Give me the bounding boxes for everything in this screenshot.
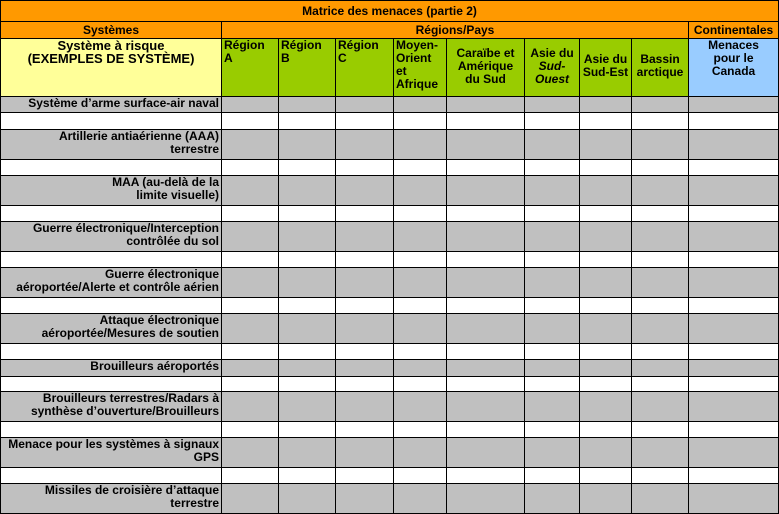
system-row	[1, 222, 779, 252]
moyen-orient-header	[394, 39, 447, 97]
matrix-cell	[222, 360, 279, 377]
matrix-cell	[632, 222, 689, 252]
system-row	[1, 438, 779, 468]
asie-sud-est-line1: Asie du	[583, 52, 628, 66]
moyen-orient-line4: Afrique	[396, 77, 438, 91]
spacer-cell	[222, 252, 279, 268]
spacer-cell	[279, 206, 336, 222]
caraibe-line2: Amérique	[457, 59, 514, 73]
system-name-cell	[1, 97, 222, 113]
system-row	[1, 97, 779, 113]
matrix-cell	[447, 438, 525, 468]
spacer-cell	[447, 252, 525, 268]
matrix-cell	[580, 360, 632, 377]
systeme-risque-line2: (EXEMPLES DE SYSTÈME)	[27, 51, 195, 66]
matrix-cell	[580, 176, 632, 206]
matrix-cell	[279, 314, 336, 344]
matrix-cell	[632, 97, 689, 113]
matrix-cell	[394, 268, 447, 298]
matrix-cell	[222, 130, 279, 160]
spacer-cell	[447, 422, 525, 438]
matrix-cell	[336, 360, 394, 377]
matrix-cell	[279, 222, 336, 252]
system-row	[1, 268, 779, 298]
spacer-cell	[1, 377, 222, 392]
spacer-cell	[525, 377, 580, 392]
spacer-cell	[580, 298, 632, 314]
region-b-header	[279, 39, 336, 97]
bassin-arctique-line2: arctique	[636, 65, 684, 79]
regions-pays-header: Régions/Pays	[222, 22, 689, 39]
system-name-line2: synthèse d’ouverture/Brouilleurs	[30, 404, 219, 418]
matrix-cell	[394, 314, 447, 344]
spacer-cell	[1, 344, 222, 360]
spacer-cell	[525, 160, 580, 176]
spacer-cell	[632, 252, 689, 268]
matrix-cell	[279, 97, 336, 113]
spacer-cell	[336, 113, 394, 130]
spacer-cell	[336, 252, 394, 268]
systeme-risque-header	[1, 39, 222, 97]
spacer-cell	[222, 422, 279, 438]
spacer-cell	[394, 377, 447, 392]
spacer-cell	[580, 160, 632, 176]
matrix-cell	[689, 360, 779, 377]
matrix-cell	[279, 484, 336, 514]
system-name-cell	[1, 392, 222, 422]
matrix-cell	[336, 314, 394, 344]
spacer-cell	[394, 252, 447, 268]
system-name-line2: terrestre	[170, 496, 219, 510]
spacer-row	[1, 344, 779, 360]
spacer-cell	[580, 252, 632, 268]
matrix-cell	[525, 222, 580, 252]
spacer-cell	[279, 113, 336, 130]
spacer-cell	[394, 206, 447, 222]
matrix-cell	[394, 360, 447, 377]
spacer-cell	[580, 206, 632, 222]
spacer-row	[1, 113, 779, 130]
menaces-canada-line3: Canada	[711, 64, 756, 78]
spacer-cell	[689, 377, 779, 392]
matrix-cell	[336, 130, 394, 160]
system-name-cell	[1, 176, 222, 206]
system-name-line1: Artillerie antiaérienne (AAA)	[58, 129, 219, 143]
menaces-canada-line2: pour le	[713, 51, 754, 65]
system-name-line2: limite visuelle)	[136, 188, 219, 202]
region-a-line1: Région	[224, 38, 265, 52]
spacer-cell	[336, 298, 394, 314]
spacer-cell	[632, 113, 689, 130]
matrix-cell	[394, 438, 447, 468]
systeme-risque-line1: Système à risque	[57, 38, 165, 53]
matrix-cell	[632, 268, 689, 298]
matrix-cell	[689, 268, 779, 298]
system-name-cell	[1, 268, 222, 298]
matrix-cell	[580, 130, 632, 160]
spacer-row	[1, 206, 779, 222]
region-a-header	[222, 39, 279, 97]
system-name-line1: Attaque électronique	[99, 313, 219, 327]
menaces-canada-header	[689, 39, 779, 97]
spacer-cell	[1, 468, 222, 484]
spacer-cell	[1, 298, 222, 314]
system-row	[1, 314, 779, 344]
spacer-cell	[525, 252, 580, 268]
spacer-cell	[279, 468, 336, 484]
matrix-cell	[525, 360, 580, 377]
spacer-row	[1, 468, 779, 484]
spacer-cell	[447, 160, 525, 176]
matrix-cell	[525, 438, 580, 468]
system-name-line1: Brouilleurs terrestres/Radars à	[42, 391, 219, 405]
matrix-cell	[525, 484, 580, 514]
spacer-cell	[689, 113, 779, 130]
spacer-cell	[222, 298, 279, 314]
spacer-cell	[1, 160, 222, 176]
matrix-cell	[447, 176, 525, 206]
spacer-cell	[689, 468, 779, 484]
matrix-cell	[580, 314, 632, 344]
spacer-cell	[394, 160, 447, 176]
spacer-cell	[222, 468, 279, 484]
matrix-cell	[279, 130, 336, 160]
matrix-cell	[580, 392, 632, 422]
asie-sud-est-header	[580, 39, 632, 97]
matrix-cell	[689, 484, 779, 514]
spacer-cell	[222, 344, 279, 360]
matrix-cell	[447, 97, 525, 113]
system-name-cell	[1, 484, 222, 514]
matrix-cell	[632, 130, 689, 160]
spacer-cell	[336, 377, 394, 392]
system-name-cell	[1, 360, 222, 377]
spacer-cell	[632, 468, 689, 484]
matrix-cell	[447, 360, 525, 377]
matrix-cell	[222, 222, 279, 252]
spacer-cell	[394, 422, 447, 438]
matrix-cell	[580, 484, 632, 514]
spacer-cell	[525, 468, 580, 484]
asie-sud-ouest-line1: Asie du	[530, 46, 574, 60]
spacer-cell	[1, 422, 222, 438]
system-name-line1: Guerre électronique/Interception	[32, 221, 219, 235]
matrix-cell	[279, 360, 336, 377]
spacer-cell	[580, 377, 632, 392]
matrix-cell	[279, 392, 336, 422]
moyen-orient-line2: Orient	[396, 51, 432, 65]
matrix-cell	[447, 130, 525, 160]
spacer-cell	[525, 113, 580, 130]
matrix-cell	[394, 222, 447, 252]
spacer-cell	[525, 422, 580, 438]
matrix-cell	[222, 314, 279, 344]
matrix-cell	[222, 392, 279, 422]
spacer-cell	[394, 468, 447, 484]
system-row	[1, 392, 779, 422]
system-row	[1, 130, 779, 160]
system-row	[1, 484, 779, 514]
spacer-cell	[336, 160, 394, 176]
spacer-cell	[336, 344, 394, 360]
system-name-line1: Missiles de croisière d’attaque	[44, 483, 219, 497]
matrix-cell	[336, 268, 394, 298]
system-name-line1: Menace pour les systèmes à signaux	[8, 437, 219, 451]
spacer-cell	[632, 160, 689, 176]
matrix-cell	[279, 268, 336, 298]
matrix-cell	[689, 97, 779, 113]
matrix-cell	[222, 268, 279, 298]
bassin-arctique-line1: Bassin	[640, 52, 680, 66]
matrix-cell	[689, 438, 779, 468]
spacer-row	[1, 377, 779, 392]
matrix-cell	[336, 392, 394, 422]
matrix-cell	[222, 176, 279, 206]
spacer-row	[1, 160, 779, 176]
matrix-cell	[525, 130, 580, 160]
matrix-cell	[222, 97, 279, 113]
system-name-line2: contrôlée du sol	[126, 234, 219, 248]
system-name-line1: MAA (au-delà de la	[112, 175, 219, 189]
spacer-cell	[580, 344, 632, 360]
matrix-cell	[689, 130, 779, 160]
matrix-cell	[336, 438, 394, 468]
system-name-cell	[1, 222, 222, 252]
spacer-cell	[632, 377, 689, 392]
spacer-cell	[336, 422, 394, 438]
region-a-line2: A	[224, 51, 233, 65]
matrix-cell	[632, 360, 689, 377]
matrix-cell	[689, 314, 779, 344]
spacer-row	[1, 422, 779, 438]
spacer-cell	[632, 344, 689, 360]
spacer-cell	[336, 206, 394, 222]
system-name-line1: Brouilleurs aéroportés	[90, 359, 219, 373]
matrix-cell	[279, 438, 336, 468]
caraibe-line1: Caraïbe et	[456, 46, 515, 60]
asie-sud-ouest-line3: Ouest	[534, 72, 569, 86]
matrix-cell	[632, 484, 689, 514]
matrix-cell	[279, 176, 336, 206]
bassin-arctique-header	[632, 39, 689, 97]
matrix-cell	[336, 97, 394, 113]
matrix-cell	[447, 484, 525, 514]
spacer-cell	[447, 377, 525, 392]
spacer-cell	[447, 298, 525, 314]
matrix-cell	[336, 176, 394, 206]
matrix-cell	[580, 222, 632, 252]
matrix-cell	[525, 97, 580, 113]
system-name-line2: aéroportée/Mesures de soutien	[41, 326, 219, 340]
spacer-cell	[1, 206, 222, 222]
system-name-cell	[1, 130, 222, 160]
spacer-cell	[580, 422, 632, 438]
spacer-cell	[222, 206, 279, 222]
system-row	[1, 360, 779, 377]
system-row	[1, 176, 779, 206]
systemes-header: Systèmes	[1, 22, 222, 39]
spacer-cell	[394, 298, 447, 314]
matrix-cell	[394, 484, 447, 514]
system-name-cell	[1, 438, 222, 468]
spacer-cell	[279, 298, 336, 314]
matrix-cell	[525, 268, 580, 298]
spacer-cell	[447, 344, 525, 360]
caraibe-line3: du Sud	[465, 72, 506, 86]
spacer-cell	[632, 206, 689, 222]
spacer-cell	[689, 206, 779, 222]
moyen-orient-line3: et	[396, 64, 407, 78]
region-c-line2: C	[338, 51, 347, 65]
spacer-cell	[689, 298, 779, 314]
spacer-row	[1, 252, 779, 268]
spacer-cell	[447, 468, 525, 484]
system-name-cell	[1, 314, 222, 344]
matrix-cell	[525, 176, 580, 206]
moyen-orient-line1: Moyen-	[396, 38, 438, 52]
matrix-cell	[632, 176, 689, 206]
spacer-cell	[279, 377, 336, 392]
spacer-cell	[525, 344, 580, 360]
spacer-row	[1, 298, 779, 314]
matrix-cell	[689, 392, 779, 422]
spacer-cell	[394, 113, 447, 130]
spacer-cell	[447, 113, 525, 130]
matrix-cell	[394, 130, 447, 160]
region-c-header	[336, 39, 394, 97]
matrix-cell	[580, 97, 632, 113]
matrix-cell	[689, 222, 779, 252]
continentales-header: Continentales	[689, 22, 779, 39]
spacer-cell	[1, 113, 222, 130]
spacer-cell	[222, 113, 279, 130]
matrix-cell	[447, 222, 525, 252]
system-name-line1: Guerre électronique	[104, 267, 219, 281]
region-b-line2: B	[281, 51, 290, 65]
system-name-line2: terrestre	[170, 142, 219, 156]
spacer-cell	[632, 298, 689, 314]
matrix-cell	[394, 176, 447, 206]
spacer-cell	[580, 113, 632, 130]
region-c-line1: Région	[338, 38, 379, 52]
matrix-cell	[336, 222, 394, 252]
matrix-cell	[394, 97, 447, 113]
matrix-cell	[447, 314, 525, 344]
spacer-cell	[689, 160, 779, 176]
system-name-line2: aéroportée/Alerte et contrôle aérien	[16, 280, 219, 294]
system-name-line2: GPS	[193, 450, 219, 464]
spacer-cell	[222, 377, 279, 392]
spacer-cell	[632, 422, 689, 438]
matrix-cell	[525, 314, 580, 344]
matrix-cell	[632, 392, 689, 422]
asie-sud-ouest-header	[525, 39, 580, 97]
region-b-line1: Région	[281, 38, 322, 52]
spacer-cell	[279, 344, 336, 360]
matrix-title: Matrice des menaces (partie 2)	[1, 1, 779, 22]
matrix-cell	[580, 268, 632, 298]
matrix-cell	[689, 176, 779, 206]
spacer-cell	[279, 422, 336, 438]
matrix-cell	[222, 438, 279, 468]
spacer-cell	[525, 298, 580, 314]
spacer-cell	[689, 422, 779, 438]
spacer-cell	[279, 252, 336, 268]
spacer-cell	[222, 160, 279, 176]
spacer-cell	[689, 344, 779, 360]
matrix-cell	[632, 438, 689, 468]
spacer-cell	[525, 206, 580, 222]
matrix-cell	[632, 314, 689, 344]
matrix-cell	[580, 438, 632, 468]
spacer-cell	[336, 468, 394, 484]
matrix-cell	[447, 268, 525, 298]
matrix-cell	[222, 484, 279, 514]
spacer-cell	[279, 160, 336, 176]
matrix-cell	[447, 392, 525, 422]
matrix-cell	[525, 392, 580, 422]
spacer-cell	[580, 468, 632, 484]
matrix-cell	[336, 484, 394, 514]
spacer-cell	[394, 344, 447, 360]
spacer-cell	[447, 206, 525, 222]
menaces-canada-line1: Menaces	[708, 38, 759, 52]
asie-sud-ouest-line2: Sud-	[538, 59, 566, 73]
caraibe-header	[447, 39, 525, 97]
spacer-cell	[689, 252, 779, 268]
asie-sud-est-line2: Sud-Est	[582, 65, 629, 79]
spacer-cell	[1, 252, 222, 268]
matrix-cell	[394, 392, 447, 422]
system-name-line1: Système d’arme surface-air naval	[28, 96, 219, 110]
